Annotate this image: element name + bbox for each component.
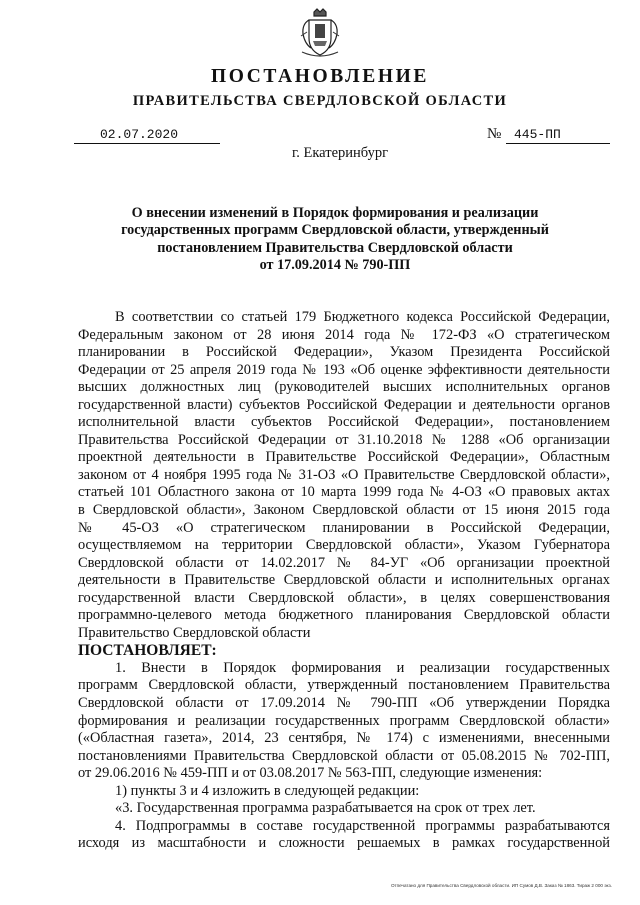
body-line: № 45-ОЗ «О стратегическом планировании в Российской Федерации,: [78, 519, 610, 536]
body-line: статьей 101 Областного закона от 10 марта 1999 года № 4-ОЗ «О правовых актах: [78, 484, 610, 501]
body-line: осуществляемом на территории Свердловской области», Указом Губернатора: [78, 537, 610, 554]
heading-line: от 17.09.2014 № 790-ПП: [259, 257, 411, 274]
resolves-label: ПОСТАНОВЛЯЕТ:: [78, 642, 217, 660]
body-line: постановлениями Правительства Свердловской области от 05.08.2015 № 702-ПП,: [78, 747, 610, 764]
document-number: 445-ПП: [506, 126, 610, 144]
body-line: Федеральным законом от 28 июня 2014 года № 172-ФЗ «О стратегическом: [78, 326, 610, 343]
body-line: Правительство Свердловской области: [78, 624, 311, 641]
coat-of-arms-icon: [299, 8, 341, 58]
body-line: («Областная газета», 2014, 23 сентября, № 174) с изменениями, внесенными: [78, 730, 610, 747]
body-line: 1) пункты 3 и 4 изложить в следующей редакции:: [115, 782, 420, 799]
print-footer: Отпечатано для Правительства Свердловской области. ИП Сумов Д.В. Заказ № 1863. Тираж 2 000 экз.: [390, 883, 612, 888]
body-line: Свердловской области от 14.02.2017 № 84-УГ «Об организации проектной: [78, 554, 610, 571]
heading-line: государственных программ Свердловской области, утвержденный: [121, 222, 549, 239]
city: г. Екатеринбург: [291, 145, 389, 161]
body-line: в Свердловской области», Законом Свердловской области от 15 июня 2015 года: [78, 502, 610, 519]
number-label: №: [487, 126, 502, 142]
body-line: Правительства Российской Федерации от 31.10.2018 № 1288 «Об организации: [78, 431, 610, 448]
body-line: Федерации от 25 апреля 2019 года № 193 «Об оценке эффективности деятельности: [78, 361, 610, 378]
body-line: Свердловской области от 17.09.2014 № 790-ПП «Об утверждении Порядка: [78, 695, 610, 712]
body-line: 1. Внести в Порядок формирования и реализации государственных: [115, 659, 610, 676]
body-line: планировании в Российской Федерации», Указом Президента Российской: [78, 344, 610, 361]
body-line: законом от 4 ноября 1995 года № 31-ОЗ «О Правительстве Свердловской области»,: [78, 466, 610, 483]
body-line: программно-целевого метода бюджетного планирования Свердловской области: [78, 607, 610, 624]
body-line: формирования и реализации государственных программ Свердловской области»: [78, 712, 610, 729]
body-line: проектной деятельности в Правительстве Российской Федерации», Областным: [78, 449, 610, 466]
body-line: от 29.06.2016 № 459-ПП и от 03.08.2017 № 563-ПП, следующие изменения:: [78, 765, 543, 782]
document-date: 02.07.2020: [74, 126, 220, 144]
body-line: В соответствии со статьей 179 Бюджетного кодекса Российской Федерации,: [115, 309, 610, 325]
body-line: исходя из масштабности и сложности решаемых в рамках государственной: [78, 835, 610, 852]
body-line: программ Свердловской области, утвержденный постановлением Правительства: [78, 677, 610, 694]
body-line: 4. Подпрограммы в составе государственной программы разрабатываются: [115, 817, 610, 834]
body-line: государственной власти Свердловской области», в целях совершенствования: [78, 589, 610, 606]
heading-line: О внесении изменений в Порядок формирования и реализации: [131, 205, 539, 221]
body-line: государственной власти) субъектов Российской Федерации и деятельности органов: [78, 396, 610, 413]
heading-line: постановлением Правительства Свердловской области: [157, 239, 513, 256]
document-heading: [95, 205, 575, 275]
document-subtitle: ПРАВИТЕЛЬСТВА СВЕРДЛОВСКОЙ ОБЛАСТИ: [132, 93, 508, 109]
body-line: высших должностных лиц (руководителей высших исполнительных органов: [78, 379, 610, 396]
body-line: исполнительной власти субъектов Российской Федерации», постановлением: [78, 414, 610, 431]
body-line: «3. Государственная программа разрабатывается на срок от трех лет.: [115, 800, 536, 817]
body-line: деятельности в Правительстве Свердловской области и исполнительных органах: [78, 572, 610, 589]
document-title: ПОСТАНОВЛЕНИЕ: [210, 66, 430, 87]
document-body: [78, 309, 610, 853]
